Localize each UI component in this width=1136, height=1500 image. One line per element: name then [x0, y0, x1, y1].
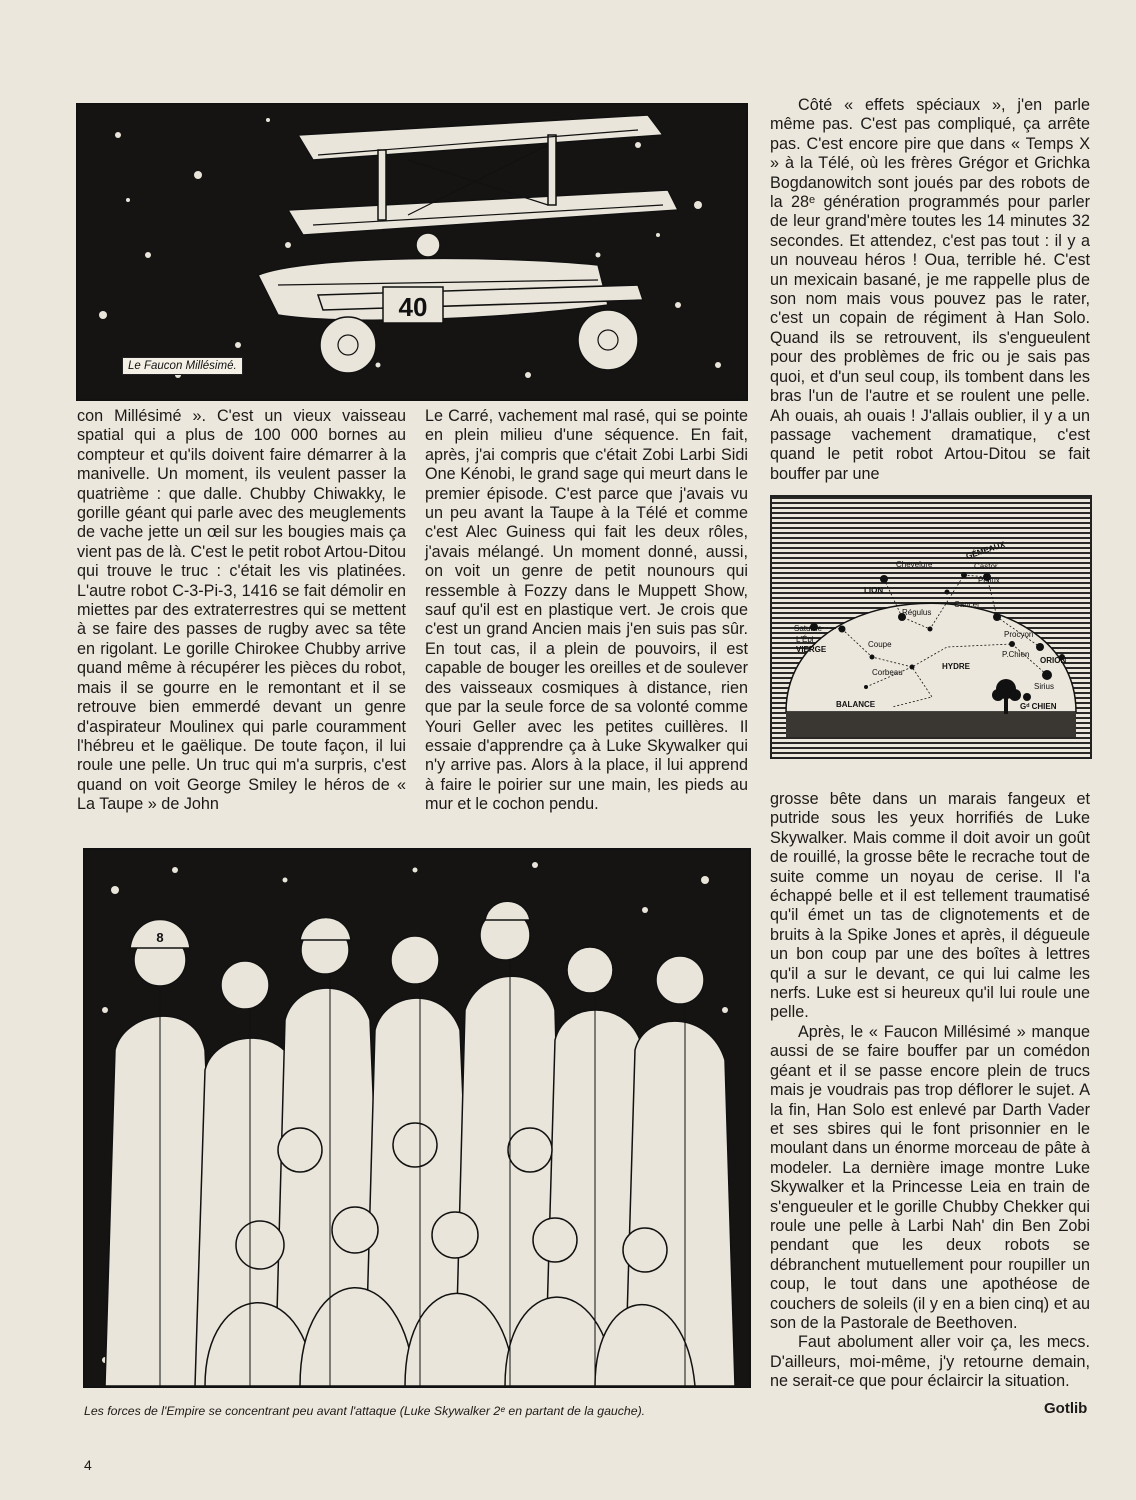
soldiers-drawing	[85, 850, 749, 1386]
star-label: LION	[864, 586, 884, 595]
star-label: Corbeau	[872, 668, 903, 677]
star-label: Saturne	[794, 624, 823, 633]
paragraph: Après, le « Faucon Millésimé » manque aussi de se faire bouffer par un comédon géant et il se passe encore plein de trucs mais je voudrais pas trop déflorer le sujet. A la fin, Han Solo est enlevé par Darth Vader et ses sbires qui le font prisonnier en le moulant dans un énorme morceau de pâte à modeler. La dernière image montre Luke Skywalker et la Princesse Leia en train de s'engueuler et le gorille Chubby Chekker qui roule une pelle à Larbi Nah' din Ben Zobi pendant que les deux robots se débranchent mutuellement pour roupiller un coup, le tout dans une apothéose de couchers de soleils (il y en a bien cinq) et au son de la Pastorale de Beethoven.	[770, 1022, 1090, 1332]
star-chart-drawing	[772, 497, 1090, 757]
star-label: BALANCE	[836, 700, 876, 709]
plane-drawing	[78, 105, 746, 399]
article-column-middle	[425, 407, 748, 815]
helmet-badge: 8	[156, 930, 164, 945]
star-label: Chevelure	[896, 560, 933, 569]
star-label: Pollux	[978, 576, 1000, 585]
paragraph: con Millésimé ». C'est un vieux vaisseau spatial qui a plus de 100 000 bornes au compteur et qu'ils doivent faire démarrer à la manivelle. Un moment, ils veulent passer la quatrième : que dalle. Chubby Chiwakky, le gorille géant qui parle avec des meuglements de vache jette un œil sur les bougies mais ça vient pas de là. C'est le petit robot Artou-Ditou qui trouve le truc : c'était les vis platinées. L'autre robot C-3-Pi-3, 1416 se fait démolir en miettes par des extraterrestres qui se mettent à se faire des passes de rugby avec sa tête en rigolant. Le gorille Chirokee Chubby arrive quand même à récupérer les pièces du robot, mais il se gourre en le remontant et il se retrouve bien emmerdé devant un genre d'aspirateur Moulinex qui parle couramment l'hébreu et le gaëlique. De toute façon, il lui roule une pelle. Un truc qui m'a surpris, c'est quand on voit George Smiley le héros de « La Taupe » de John	[77, 407, 406, 814]
page-number: 4	[84, 1457, 92, 1473]
plane-illustration	[76, 103, 748, 401]
star-label: L'Épi	[796, 635, 814, 644]
star-label: Régulus	[902, 608, 932, 617]
star-label: Castor	[974, 562, 998, 571]
paragraph: grosse bête dans un marais fangeux et putride sous les yeux horrifiés de Luke Skywalker. Mais comme il doit avoir un goût de rouillé, la grosse bête le recrache tout de suite comme un noyau de cerise. Il l'a échappé belle et il est tellement traumatisé qu'il émet un tas de clignotements et de bruits à la Spike Jones et après, il dégueule un bon coup par une des boîtes à lettres qu'il a sur le devant, ce qui lui calme les nerfs. Luke est si heureux qu'il lui roule une pelle.	[770, 790, 1090, 1022]
star-label: Coupe	[868, 640, 892, 649]
plane-number: 40	[398, 292, 428, 322]
paragraph: Le Carré, vachement mal rasé, qui se pointe en plein milieu d'une séquence. En fait, après, j'ai compris que c'était Zobi Larbi Sidi One Kénobi, le grand sage qui meurt dans le premier épisode. C'est parce que j'avais vu un peu avant la Taupe à la Télé et comme c'est Alec Guiness qui fait les deux rôles, j'avais mélangé. Un moment donné, aussi, on voit un genre de petit nounours qui ressemble à Fozzy dans le Muppett Show, sauf qu'il est en plastique vert. Je crois que c'est un grand Ancien mais j'en suis pas sûr. En tout cas, il a plein de pouvoirs, il est capable de bouger les oreilles et de soulever des vaisseaux cosmiques à distance, rien que par la seule force de sa volonté comme Youri Geller avec les petites cuillères. Il essaie d'apprendre ça à Luke Skywalker qui n'y arrive pas. Alors à la place, il lui apprend à faire le poirier sur une main, les pieds au mur et le cochon pendu.	[425, 407, 748, 814]
star-label: P.Chien	[1002, 650, 1030, 659]
article-column-right-bottom	[770, 790, 1090, 1392]
star-label: VIERGE	[796, 645, 827, 654]
star-label: Sirius	[1034, 682, 1055, 691]
star-label: Procyon	[1004, 630, 1034, 639]
article-column-right-top	[770, 96, 1090, 484]
author-signature: Gotlib	[1044, 1400, 1088, 1417]
star-label: Gᵈ CHIEN	[1020, 702, 1057, 711]
paragraph: Faut abolument aller voir ça, les mecs. D'ailleurs, moi-même, j'y retourne demain, ne serait-ce que pour éclaircir la situation.	[770, 1333, 1090, 1391]
star-label: Cancer	[954, 600, 980, 609]
star-label: HYDRE	[942, 662, 971, 671]
star-label: GÉMEAUX	[964, 539, 1007, 561]
article-column-left	[77, 407, 406, 815]
plane-caption: Le Faucon Millésimé.	[122, 357, 243, 375]
paragraph: Côté « effets spéciaux », j'en parle même pas. C'est pas compliqué, ça arrête pas. C'est encore pire que dans « Temps X » à la Télé, où les frères Grégor et Grichka Bogdanowitch sont joués par des robots de la 28ᵉ génération programmés pour parler de leur grand'mère toutes les 14 minutes 32 secondes. Et attendez, c'est pas tout : il y a un nouveau héros ! Oua, terrible hé. C'est un mexicain basané, je me rappelle plus de son nom mais vous pouvez pas le rater, c'est un copain de régiment à Han Solo. Quand ils se retrouvent, ils s'engueulent pour des problèmes de fric ou je sais pas quoi, et d'un seul coup, ils tombent dans les bras l'un de l'autre et se roulent une pelle. Ah ouais, ah ouais ! J'allais oublier, il y a un passage vachement dramatique, c'est quand le petit robot Artou-Ditou se fait bouffer par une	[770, 96, 1090, 483]
soldiers-illustration	[83, 848, 751, 1388]
star-label: ORION	[1040, 656, 1067, 665]
soldiers-caption: Les forces de l'Empire se concentrant peu avant l'attaque (Luke Skywalker 2ᵉ en partant de la gauche).	[84, 1404, 646, 1418]
star-chart-illustration	[770, 495, 1092, 759]
